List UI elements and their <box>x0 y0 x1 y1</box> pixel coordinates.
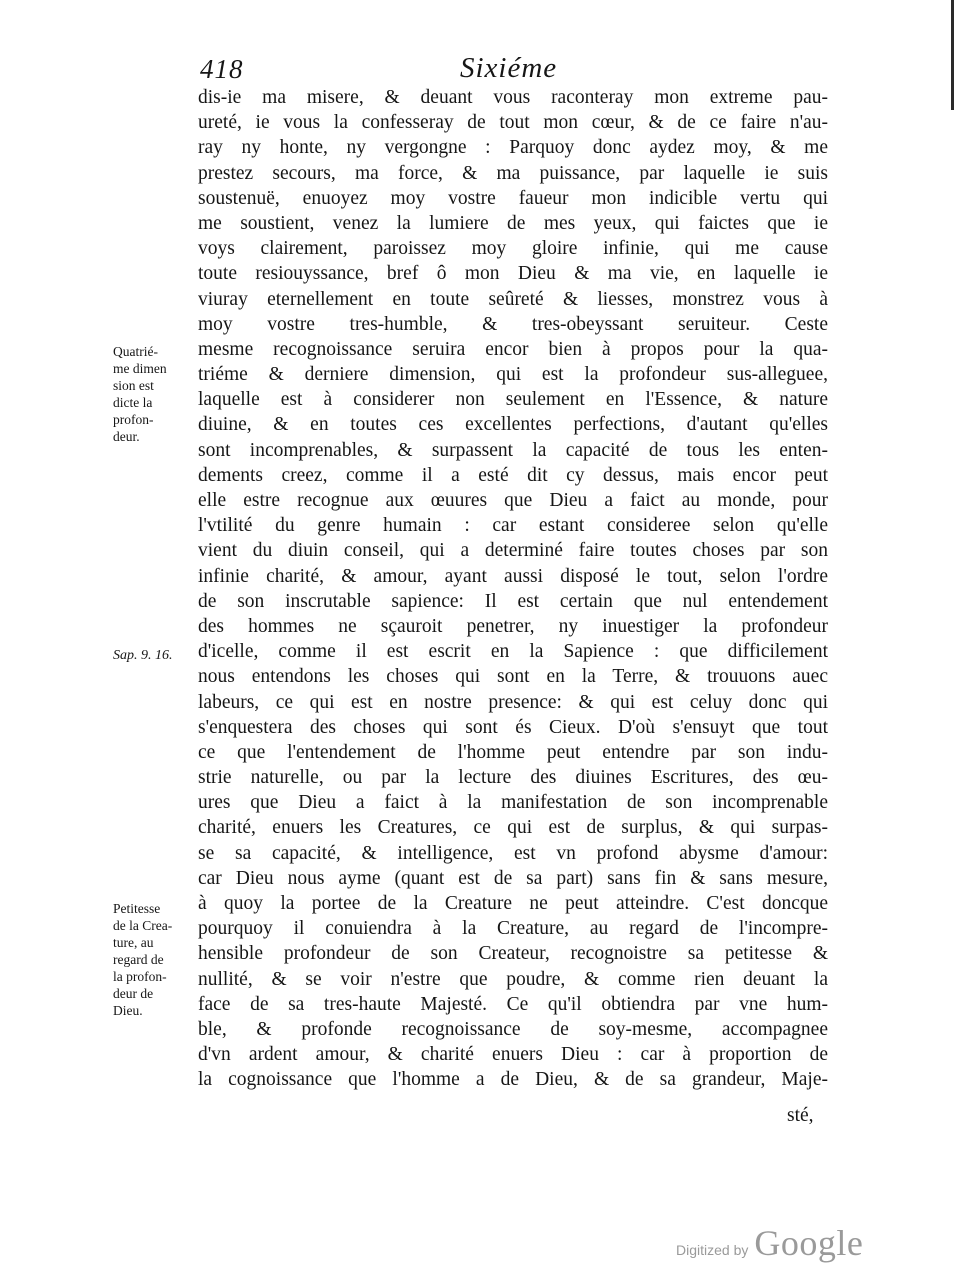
text-line: toute resiouyssance, bref ô mon Dieu & ma vie, en laquelle ie <box>198 263 828 285</box>
text-line: charité, enuers les Creatures, ce qui est de surplus, & qui surpas- <box>198 817 828 839</box>
text-line: dements creez, comme il a esté dit cy dessus, mais encor peut <box>198 464 828 486</box>
text-line: vient du diuin conseil, qui a determiné faire toutes choses par son <box>198 540 828 562</box>
margin-note-smallness <box>113 900 191 1019</box>
text-line: strie naturelle, ou par la lecture des diuines Escritures, des œu- <box>198 767 828 789</box>
text-line: ray ny honte, ny vergongne : Parquoy donc aydez moy, & me <box>198 137 828 159</box>
text-line: ble, & profonde recognoissance de soy-mesme, accompagnee <box>198 1018 828 1040</box>
text-line: triéme & derniere dimension, qui est la profondeur sus-alleguee, <box>198 364 828 386</box>
text-line: s'enquestera des choses qui sont és Cieux. D'où s'ensuyt que tout <box>198 716 828 738</box>
margin-note-line: la profon- <box>113 969 167 984</box>
text-line: moy vostre tres-humble, & tres-obeyssant seruiteur. Ceste <box>198 313 828 335</box>
margin-note-line: dicte la <box>113 395 153 410</box>
text-line: car Dieu nous ayme (quant est de sa part) sans fin & sans mesure, <box>198 867 828 889</box>
text-line: dis-ie ma misere, & deuant vous raconteray mon extreme pau- <box>198 87 828 108</box>
text-line: des hommes ne sçauroit penetrer, ny inuestiger la profondeur <box>198 615 828 637</box>
text-line: me soustient, venez la lumiere de mes yeux, qui faictes que ie <box>198 212 828 234</box>
margin-note-line: deur. <box>113 429 140 444</box>
digitized-watermark <box>676 1222 863 1264</box>
text-line: de son inscrutable sapience: Il est certain que nul entendement <box>198 590 828 612</box>
page-number: 418 <box>200 54 244 84</box>
text-line: face de sa tres-haute Majesté. Ce qu'il obtiendra par vne hum- <box>198 993 828 1015</box>
margin-note-line: regard de <box>113 952 164 967</box>
text-line: viuray eternellement en toute seûreté & liesses, monstrez vous à <box>198 288 828 310</box>
text-line: l'vtilité du genre humain : car estant consideree selon qu'elle <box>198 515 828 537</box>
body-text <box>198 85 828 1093</box>
margin-note-line: Quatrié- <box>113 344 158 359</box>
catchword: sté, <box>787 1105 814 1126</box>
margin-note-line: me dimen <box>113 361 167 376</box>
text-line: d'icelle, comme il est escrit en la Sapience : que difficilement <box>198 641 828 663</box>
margin-note-line: de la Crea- <box>113 918 173 933</box>
text-line: pourquoy il conuiendra à la Creature, au regard de l'incompre- <box>198 918 828 940</box>
margin-note-line: Petitesse <box>113 901 161 916</box>
text-line: à quoy la portee de la Creature ne peut atteindre. C'est doncque <box>198 893 828 914</box>
scan-edge-rule <box>951 0 954 110</box>
text-line: ureté, ie vous la confesseray de tout mon cœur, & de ce faire n'au- <box>198 112 828 134</box>
text-line: la cognoissance que l'homme a de Dieu, & de sa grandeur, Maje- <box>198 1069 828 1091</box>
margin-note-scripture-reference <box>113 647 191 664</box>
text-line: soustenuë, enuoyez moy vostre faueur mon indicible vertu qui <box>198 187 828 209</box>
margin-note-line: profon- <box>113 412 154 427</box>
margin-note-fourth-dimension <box>113 343 191 445</box>
text-line: hensible profondeur de son Createur, recognoistre sa petitesse & <box>198 943 828 965</box>
text-line: labeurs, ce qui est en nostre presence: & qui est celuy donc qui <box>198 691 828 713</box>
text-line: elle estre recognue aux œuures que Dieu a faict au monde, pour <box>198 490 828 511</box>
text-line: ce que l'entendement de l'homme peut entendre par son indu- <box>198 741 828 763</box>
text-line: sont incomprenables, & surpassent la capacité de tous les enten- <box>198 439 828 461</box>
margin-note-line: ture, au <box>113 935 154 950</box>
text-line: se sa capacité, & intelligence, est vn profond abysme d'amour: <box>198 842 828 864</box>
google-logo: Google <box>754 1223 864 1263</box>
text-line: nous entendons les choses qui sont en la Terre, & trouuons auec <box>198 666 828 688</box>
text-line: mesme recognoissance seruira encor bien à propos pour la qua- <box>198 338 828 360</box>
text-line: prestez secours, ma force, & ma puissance, par laquelle ie suis <box>198 162 828 184</box>
text-line: diuine, & en toutes ces excellentes perfections, d'autant qu'elles <box>198 414 828 436</box>
text-line: ures que Dieu a faict à la manifestation de son incomprenable <box>198 792 828 814</box>
text-line: infinie charité, & amour, ayant aussi disposé le tout, selon l'ordre <box>198 565 828 587</box>
margin-note-line: sion est <box>113 378 154 393</box>
digitized-label: Digitized by <box>676 1242 749 1258</box>
text-line: d'vn ardent amour, & charité enuers Dieu : car à proportion de <box>198 1044 828 1066</box>
running-head: Sixiéme <box>460 52 558 84</box>
text-line: laquelle est à considerer non seulement en l'Essence, & nature <box>198 389 828 411</box>
margin-note-line: deur de <box>113 986 154 1001</box>
margin-note-line: Sap. 9. 16. <box>113 648 173 663</box>
text-line: voys clairement, paroissez moy gloire infinie, qui me cause <box>198 238 828 260</box>
text-line: nullité, & se voir n'estre que poudre, & comme rien deuant la <box>198 968 828 990</box>
margin-note-line: Dieu. <box>113 1003 143 1018</box>
